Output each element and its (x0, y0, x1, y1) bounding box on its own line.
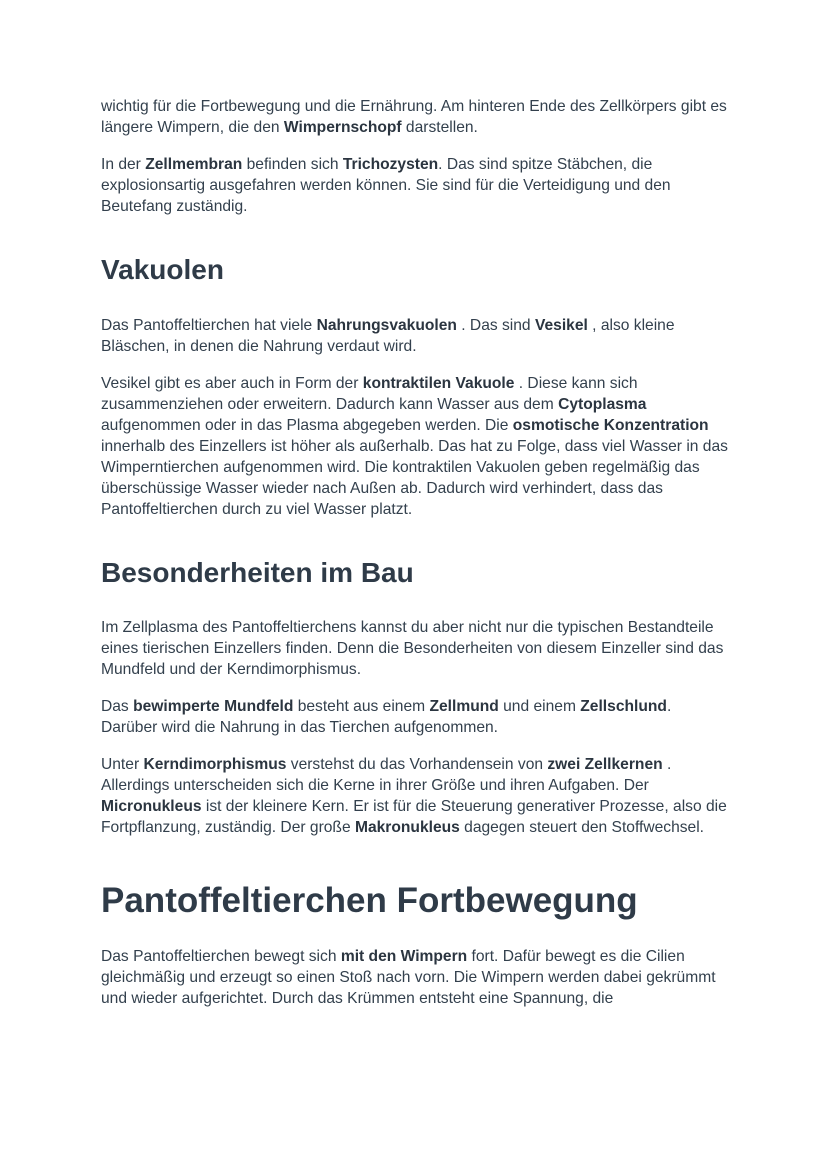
term-mit-den-wimpern: mit den Wimpern (340, 948, 468, 965)
heading-besonderheiten: Besonderheiten im Bau (101, 557, 414, 588)
term-zellmund: Zellmund (429, 698, 499, 715)
term-micronukleus: Micronukleus (101, 798, 202, 815)
paragraph-zellplasma: Im Zellplasma des Pantoffeltierchens kannst du aber nicht nur die typischen Bestandteile eines tierischen Einzellers finden. Denn die Besonderheiten von diesem Einzeller sind das Mundfeld und der Kerndimorphismus. (101, 619, 724, 678)
term-kerndimorphismus: Kerndimorphismus (143, 756, 287, 773)
paragraph-fortbewegung: Das Pantoffeltierchen bewegt sich mit den Wimpern fort. Dafür bewegt es die Cilien gleichmäßig und erzeugt so einen Stoß nach vorn. Die Wimpern werden dabei gekrümmt und wieder aufgerichtet. Durch das Krümmen entsteht eine Spannung, die (101, 948, 716, 1007)
term-osmotische-konzentration: osmotische Konzentration (512, 417, 709, 434)
term-kontraktilen-vakuole: kontraktilen Vakuole (362, 375, 515, 392)
term-wimpernschopf: Wimpernschopf (283, 119, 402, 136)
term-zellmembran: Zellmembran (145, 156, 243, 173)
term-cytoplasma: Cytoplasma (558, 396, 647, 413)
paragraph-kerndimorphismus: Unter Kerndimorphismus verstehst du das Vorhandensein von zwei Zellkernen . Allerdings unterscheiden sich die Kerne in ihrer Größe und ihren Aufgaben. Der Micronukleus ist der kleinere Kern. Er ist für die Steuerung generativer Prozesse, also die Fortpflanzung, zuständig. Der große Makronukleus dagegen steuert den Stoffwechsel. (101, 756, 727, 836)
term-zellschlund: Zellschlund (580, 698, 667, 715)
document-page (101, 96, 731, 1025)
paragraph-mundfeld: Das bewimperte Mundfeld besteht aus einem Zellmund und einem Zellschlund. Darüber wird die Nahrung in das Tierchen aufgenommen. (101, 698, 672, 736)
heading-fortbewegung: Pantoffeltierchen Fortbewegung (101, 881, 638, 920)
term-vesikel: Vesikel (534, 317, 588, 334)
heading-vakuolen: Vakuolen (101, 254, 224, 285)
term-zwei-zellkernen: zwei Zellkernen (547, 756, 663, 773)
term-nahrungsvakuolen: Nahrungsvakuolen (316, 317, 457, 334)
term-makronukleus: Makronukleus (354, 819, 460, 836)
paragraph-nahrungsvakuolen: Das Pantoffeltierchen hat viele Nahrungsvakuolen . Das sind Vesikel , also kleine Bläschen, in denen die Nahrung verdaut wird. (101, 317, 675, 355)
paragraph-kontraktile-vakuole: Vesikel gibt es aber auch in Form der kontraktilen Vakuole . Diese kann sich zusammenziehen oder erweitern. Dadurch kann Wasser aus dem Cytoplasma aufgenommen oder in das Plasma abgegeben werden. Die osmotische Konzentration innerhalb des Einzellers ist höher als außerhalb. Das hat zu Folge, dass viel Wasser in das Wimperntierchen aufgenommen wird. Die kontraktilen Vakuolen geben regelmäßig das überschüssige Wasser wieder nach Außen ab. Dadurch wird verhindert, dass das Pantoffeltierchen durch zu viel Wasser platzt. (101, 375, 728, 518)
term-bewimpertes-mundfeld: bewimperte Mundfeld (133, 698, 294, 715)
paragraph-wimpernschopf: wichtig für die Fortbewegung und die Ernährung. Am hinteren Ende des Zellkörpers gibt es längere Wimpern, die den Wimpernschopf darstellen. (101, 98, 727, 136)
term-trichozysten: Trichozysten (342, 156, 439, 173)
paragraph-trichozysten: In der Zellmembran befinden sich Trichozysten. Das sind spitze Stäbchen, die explosionsartig ausgefahren werden können. Sie sind für die Verteidigung und den Beutefang zuständig. (101, 156, 671, 215)
